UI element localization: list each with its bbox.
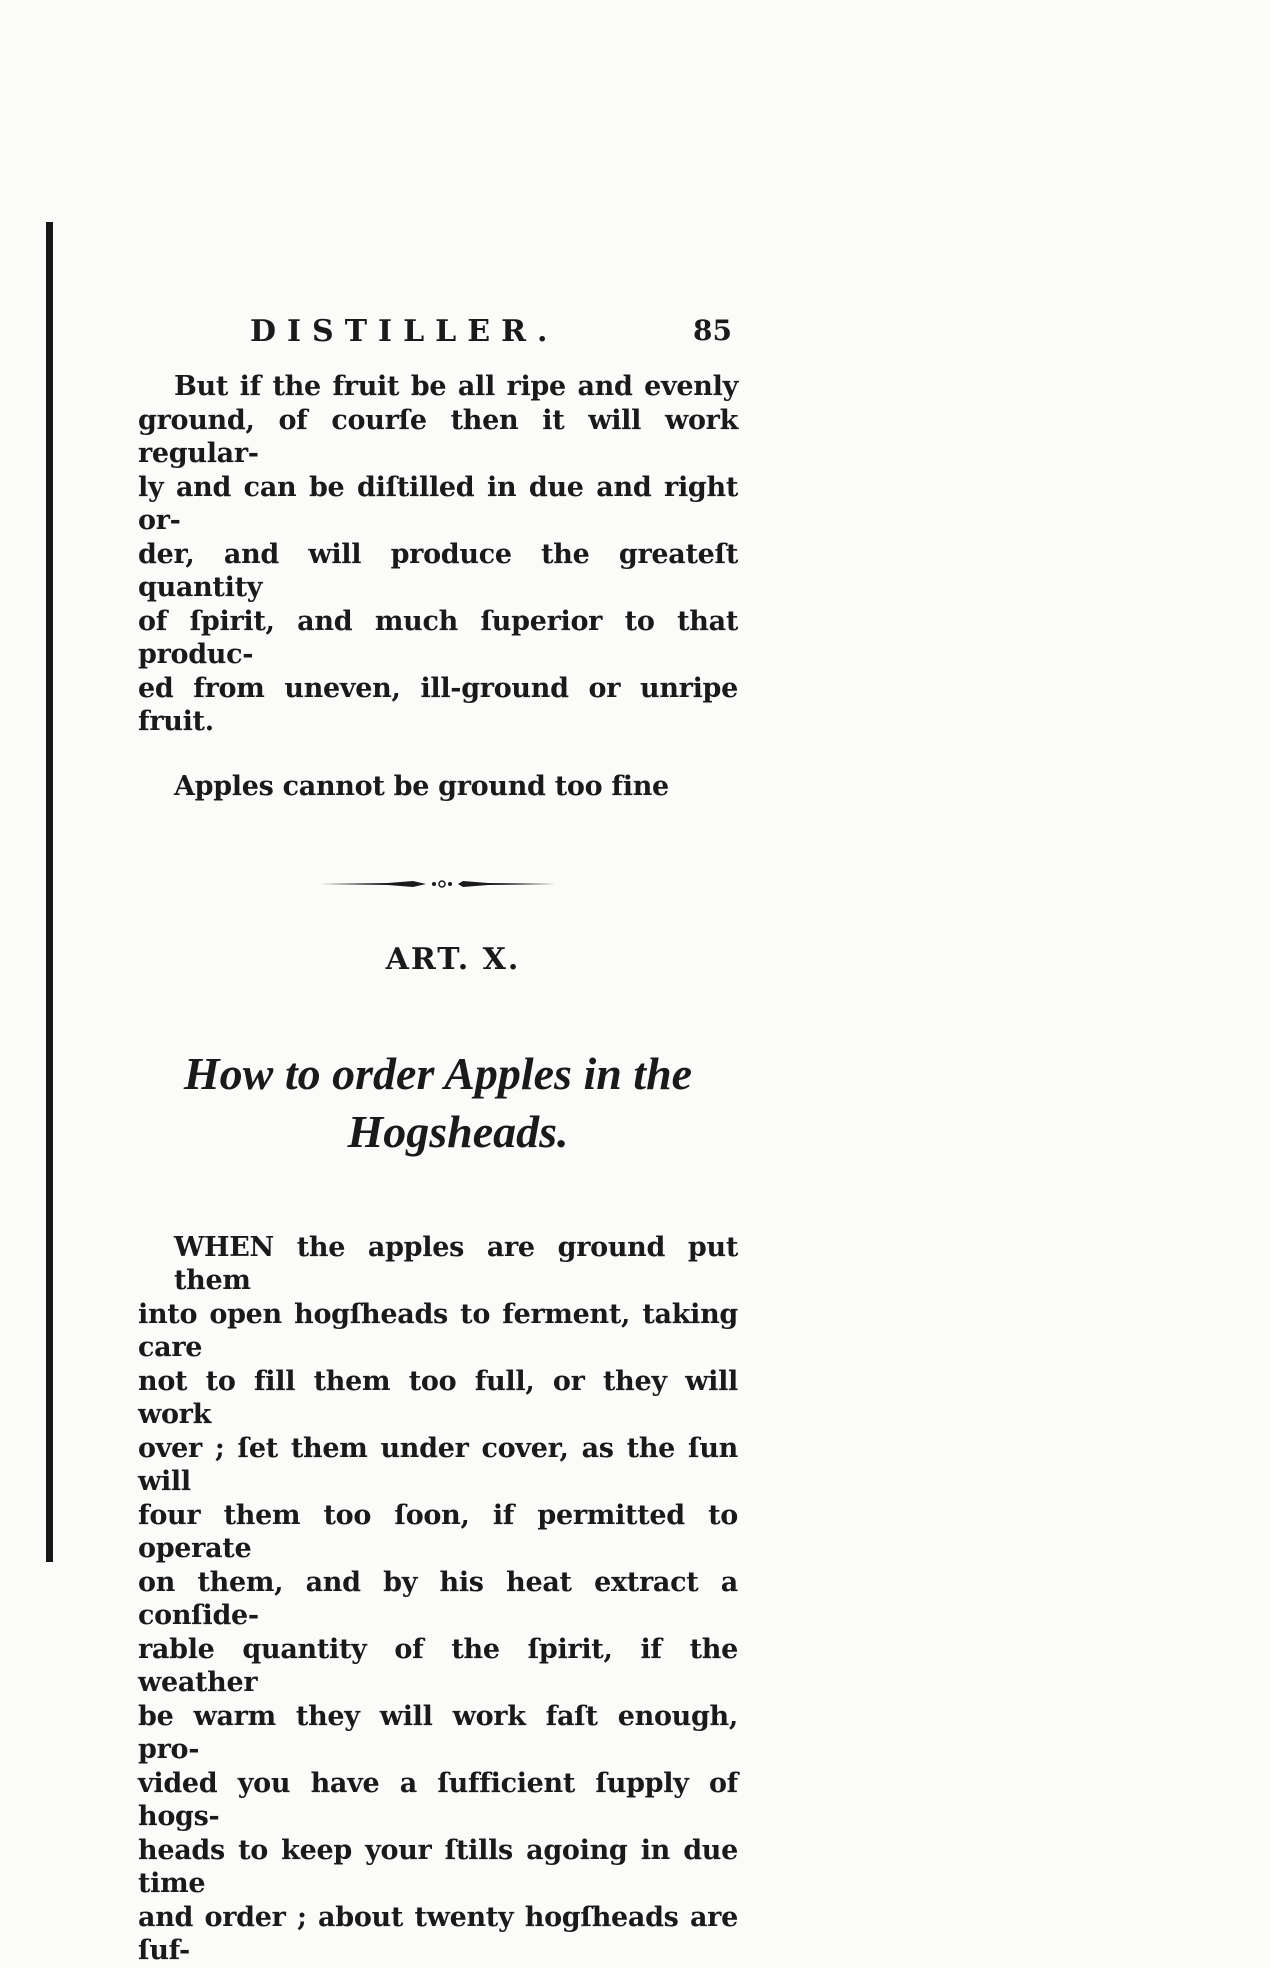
running-title: DISTILLER. — [250, 314, 559, 349]
section-divider-ornament — [318, 874, 558, 894]
article-title-line: Hogsheads. — [347, 1105, 569, 1157]
text-line: on them, and by his heat extract a conſide- — [138, 1566, 738, 1631]
running-head — [138, 300, 738, 370]
text-line: rable quantity of the ſpirit, if the weather — [138, 1633, 738, 1698]
article-title — [138, 1045, 738, 1161]
text-line: and order ; about twenty hogſheads are ſuf- — [138, 1901, 738, 1966]
text-line: But if the fruit be all ripe and evenly — [174, 371, 738, 402]
article-number: ART. X. — [385, 941, 521, 977]
book-page — [138, 300, 738, 1968]
text-line: vided you have a ſufficient ſupply of hogs- — [138, 1767, 738, 1832]
note-grinding: Apples cannot be ground too fine — [174, 770, 669, 802]
text-line: be warm they will work faſt enough, pro- — [138, 1700, 738, 1765]
text-line: ground, of courſe then it will work regular- — [138, 404, 738, 469]
article-title-line: How to order Apples in the — [183, 1047, 693, 1099]
paragraph-ripe-fruit — [138, 370, 738, 739]
paragraph-hogsheads — [138, 1231, 738, 1968]
binding-edge-line — [46, 222, 53, 1562]
text-line: not to fill them too full, or they will work — [138, 1365, 738, 1430]
divider-ornament-icon — [318, 874, 558, 894]
text-line: der, and will produce the greateſt quantity — [138, 538, 738, 603]
page-number: 85 — [693, 314, 732, 347]
text-line: WHEN the apples are ground put them — [174, 1231, 738, 1296]
text-line: ed from uneven, ill-ground or unripe fruit. — [138, 672, 738, 737]
text-line: into open hogſheads to ferment, taking care — [138, 1298, 738, 1363]
text-line: ly and can be diſtilled in due and right or- — [138, 471, 738, 536]
text-line: over ; ſet them under cover, as the ſun will — [138, 1432, 738, 1497]
text-line: four them too ſoon, if permitted to operate — [138, 1499, 738, 1564]
text-line: heads to keep your ſtills agoing in due time — [138, 1834, 738, 1899]
text-line: of ſpirit, and much ſuperior to that produc- — [138, 605, 738, 670]
